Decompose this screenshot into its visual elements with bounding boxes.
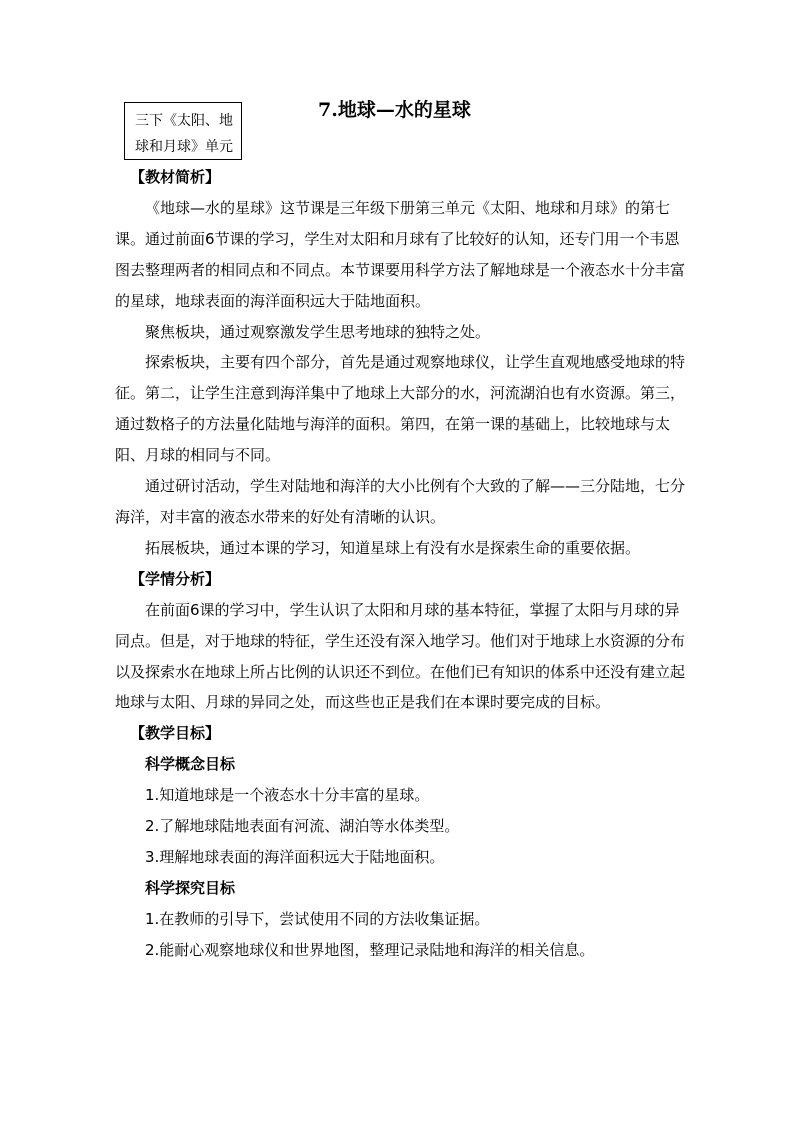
learner-paragraph: 在前面6课的学习中，学生认识了太阳和月球的基本特征，掌握了太阳与月球的异同点。但是，对于地球的特征，学生还没有深入地学习。他们对于地球上水资源的分布以及探索水在地球上所占比例的认识还不到位。在他们已有知识的体系中还没有建立起地球与太阳、月球的异同之处，而这些也正是我们在本课时要完成的目标。 [115,600,686,712]
analysis-paragraph-5: 拓展板块，通过本课的学习，知道星球上有没有水是探索生命的重要依据。 [145,538,641,557]
concept-goal-3: 3.理解地球表面的海洋面积远大于陆地面积。 [145,847,445,866]
section-heading-learner-analysis: 【学情分析】 [130,569,221,588]
inquiry-goal-1: 1.在教师的引导下，尝试使用不同的方法收集证据。 [145,909,490,928]
inquiry-goal-2: 2.能耐心观察地球仪和世界地图，整理记录陆地和海洋的相关信息。 [145,940,595,959]
analysis-paragraph-4: 通过研讨活动，学生对陆地和海洋的大小比例有个大致的了解——三分陆地，七分海洋，对丰富的液态水带来的好处有清晰的认识。 [115,477,686,526]
unit-label-line2: 球和月球》单元 [135,139,233,155]
document-body [115,162,685,966]
page-title: 7.地球—水的星球 [318,99,471,121]
analysis-paragraph-1: 《地球—水的星球》这节课是三年级下册第三单元《太阳、地球和月球》的第七课。通过前面6节课的学习，学生对太阳和月球有了比较好的认知，还专门用一个韦恩图去整理两者的相同点和不同点。本节课要用科学方法了解地球是一个液态水十分丰富的星球，地球表面的海洋面积远大于陆地面积。 [115,198,686,310]
concept-goal-1: 1.知道地球是一个液态水十分丰富的星球。 [145,786,430,805]
analysis-paragraph-2: 聚焦板块，通过观察激发学生思考地球的独特之处。 [145,322,491,341]
analysis-paragraph-3: 探索板块，主要有四个部分，首先是通过观察地球仪，让学生直观地感受地球的特征。第二，让学生注意到海洋集中了地球上大部分的水，河流湖泊也有水资源。第三，通过数格子的方法量化陆地与海洋的面积。第四，在第一课的基础上，比较地球与太阳、月球的相同与不同。 [115,353,686,465]
concept-goal-2: 2.了解地球陆地表面有河流、湖泊等水体类型。 [145,817,460,836]
unit-label-line1: 三下《太阳、地 [135,113,233,129]
unit-label-box [124,102,242,160]
subheading-inquiry-goals: 科学探究目标 [145,878,236,897]
section-heading-teaching-goals: 【教学目标】 [130,724,221,743]
section-heading-textbook-analysis: 【教材简析】 [130,168,221,186]
subheading-concept-goals: 科学概念目标 [145,755,236,774]
